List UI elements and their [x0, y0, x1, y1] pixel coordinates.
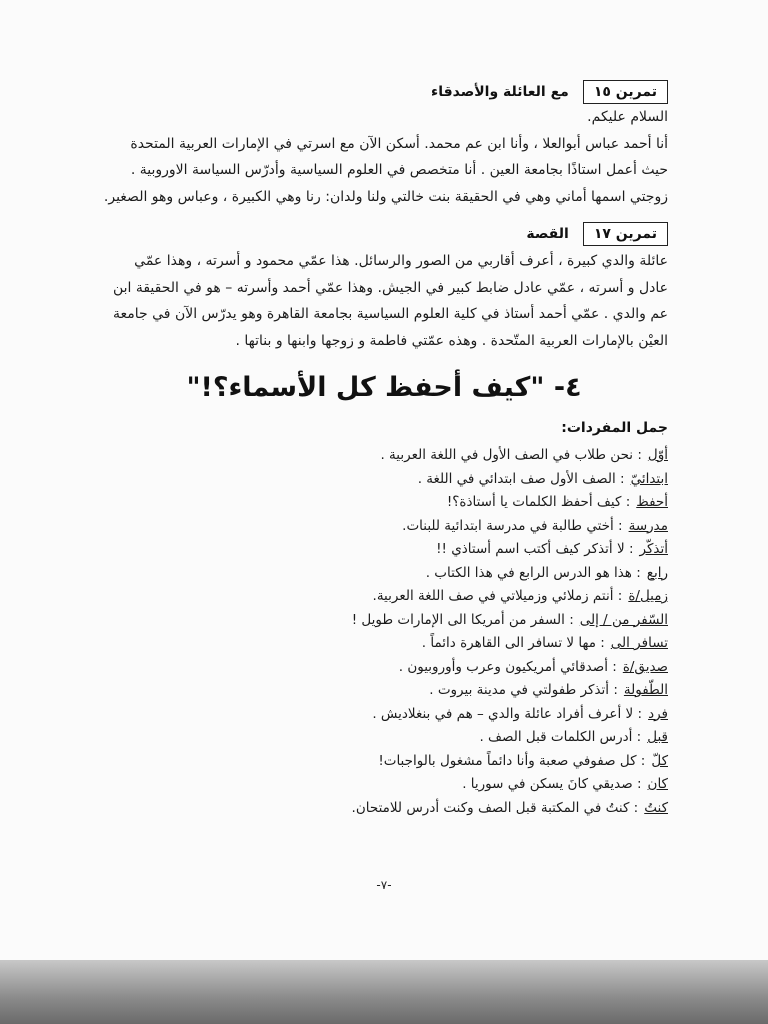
section-title: ٤- "كيف أحفظ كل الأسماء؟!": [186, 372, 582, 403]
vocab-word: تسافر الى: [610, 635, 668, 651]
exercise-17-line: العيْن بالإمارات العربية المتّحدة . وهذه عمّتي فاطمة و زوجها وابنها و بناتها .: [235, 332, 668, 349]
vocab-sentence: : أختي طالبة في مدرسة ابتدائية للبنات.: [402, 517, 623, 534]
vocab-word: زميل/ة: [628, 588, 668, 604]
vocab-word: أوّل: [647, 447, 668, 463]
vocab-sentence: : لا أتذكر كيف أكتب اسم أستاذي !!: [436, 541, 634, 557]
vocab-sentence: : كيف أحفظ الكلمات يا أستاذة؟!: [446, 494, 631, 510]
vocab-word: الطّفولة: [623, 682, 668, 698]
exercise-17-number: تمرين ١٧: [583, 222, 668, 246]
vocab-item: [188, 468, 668, 492]
vocab-word: السّفر من / إلى: [579, 611, 668, 628]
vocab-word: كنتُ: [644, 799, 668, 816]
vocab-list: [188, 444, 668, 820]
vocab-sentence: : أنتم زملائي وزميلاتي في صف اللغة العربية.: [372, 588, 623, 604]
vocab-item: [188, 562, 668, 586]
vocab-sentence: : أدرس الكلمات قبل الصف .: [479, 729, 642, 745]
vocab-item: [188, 773, 668, 797]
vocab-sentence: : أتذكر طفولتي في مدينة بيروت .: [429, 682, 618, 698]
exercise-17-line: عم والدي . عمّي أحمد أستاذ في كلية العلوم السياسية بجامعة القاهرة وهو يدرّس الآن في جامعة: [113, 306, 668, 322]
exercise-15-line: السلام عليكم.: [587, 109, 668, 125]
vocab-sentence: : الصف الأول صف ابتدائي في اللغة .: [417, 470, 625, 487]
vocab-item: [188, 538, 668, 562]
exercise-15-line: أنا أحمد عباس أبوالعلا ، وأنا ابن عم محمد. أسكن الآن مع اسرتي في الإمارات العربية المتحدة: [130, 135, 668, 152]
vocab-word: أتذكّر: [639, 541, 668, 557]
vocab-sentence: : مها لا تسافر الى القاهرة دائماً .: [421, 635, 605, 651]
exercise-17-title: القصة: [526, 226, 569, 242]
vocab-sentence: : أصدقائي أمريكيون وعرب وأوروبيون .: [398, 658, 617, 675]
vocab-item: [188, 726, 668, 750]
vocab-sentence: : كنتُ في المكتبة قبل الصف وكنت أدرس للامتحان.: [351, 799, 639, 816]
vocab-sentence: : لا أعرف أفراد عائلة والدي – هم في بنغلاديش .: [372, 705, 643, 722]
vocab-word: قبل: [647, 729, 668, 745]
exercise-15-heading: [431, 80, 668, 104]
vocab-item: [188, 444, 668, 468]
vocab-word: صديق/ة: [622, 658, 668, 675]
vocab-item: [188, 679, 668, 703]
vocab-word: كلّ: [651, 752, 668, 769]
exercise-15-text: [98, 104, 668, 210]
vocab-item: [188, 491, 668, 515]
scanner-edge-shadow: [0, 960, 768, 1024]
vocab-word: أحفظ: [636, 494, 668, 510]
vocab-sentence: : هذا هو الدرس الرابع في هذا الكتاب .: [425, 564, 641, 581]
exercise-15-title: مع العائلة والأصدقاء: [431, 84, 569, 100]
vocab-sentence: : كل صفوفي صعبة وأنا دائماً مشغول بالواجبات!: [378, 752, 646, 769]
vocab-word: كان: [647, 776, 668, 792]
vocab-item: [188, 703, 668, 727]
vocab-word: رابع: [646, 564, 668, 581]
exercise-15-line: حيث أعمل استاذًا بجامعة العين . أنا متخصص في العلوم السياسية وأدرّس السياسة الاوروبية .: [130, 162, 668, 178]
vocab-word: ابتدائيّ: [630, 470, 668, 487]
vocab-item: [188, 797, 668, 821]
exercise-17-heading: [526, 222, 668, 246]
vocab-item: [188, 609, 668, 633]
page-number: -٧-: [376, 878, 392, 892]
vocab-sentence: : صديقي كانَ يسكن في سوريا .: [462, 776, 642, 792]
exercise-17-line: عائلة والدي كبيرة ، أعرف أقاربي من الصور والرسائل. هذا عمّي محمود و أسرته ، وهذا عمّي: [134, 253, 668, 269]
vocab-item: [188, 585, 668, 609]
vocab-sentence: : السفر من أمريكا الى الإمارات طويل !: [351, 611, 574, 628]
exercise-15-line: زوجتي اسمها أماني وهي في الحقيقة بنت خالتي ولنا ولدان: رنا وهي الكبيرة ، وعباس وهو الصغير.: [103, 188, 668, 205]
vocab-item: [188, 515, 668, 539]
vocab-word: فرد: [648, 705, 668, 722]
vocab-item: [188, 656, 668, 680]
vocab-item: [188, 750, 668, 774]
vocab-sentence: : نحن طلاب في الصف الأول في اللغة العربية .: [380, 447, 642, 463]
vocab-heading: جمل المفردات:: [561, 420, 668, 436]
vocab-word: مدرسة: [628, 517, 668, 534]
vocab-item: [188, 632, 668, 656]
exercise-17-text: [98, 248, 668, 354]
exercise-15-number: تمرين ١٥: [583, 80, 668, 104]
exercise-17-line: عادل و أسرته ، عمّي عادل ضابط كبير في الجيش. وهذا عمّي أحمد وأسرته – هو في الحقيقة ابن: [112, 279, 668, 296]
